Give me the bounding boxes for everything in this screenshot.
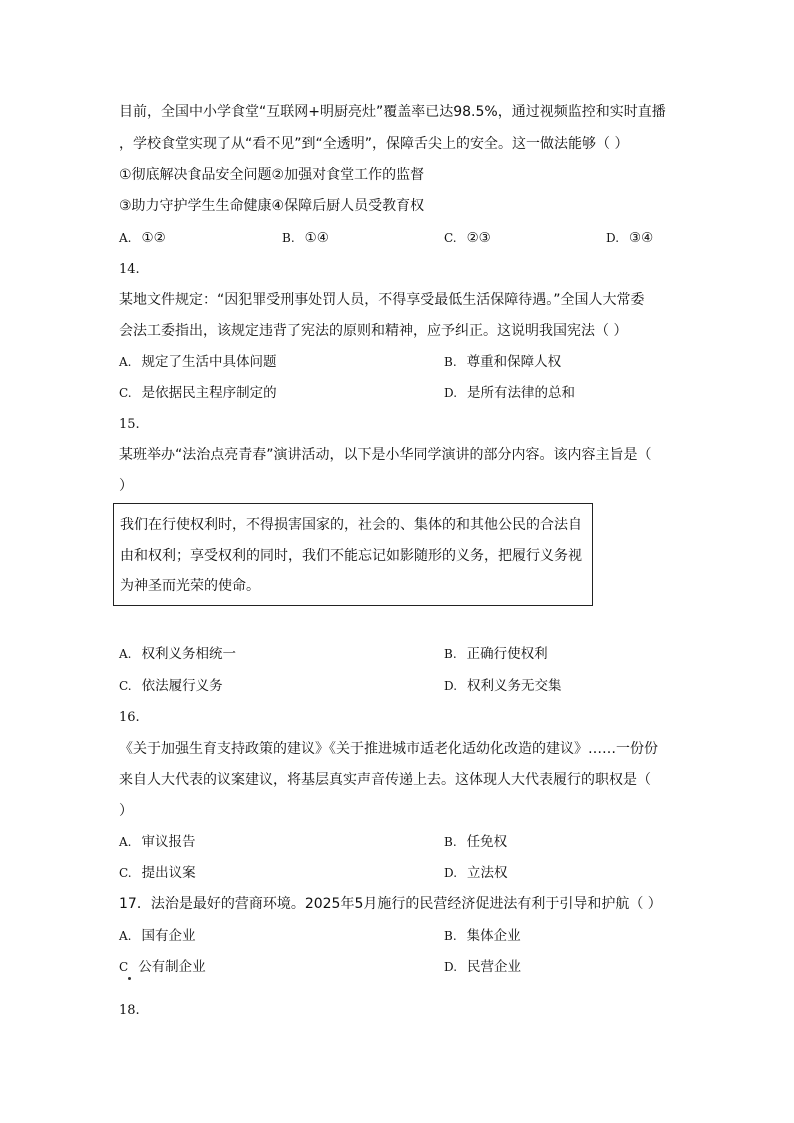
- option-text: ③④: [629, 230, 654, 246]
- option-text: 依法履行义务: [141, 678, 223, 694]
- option-text: 是依据民主程序制定的: [141, 385, 277, 401]
- q13-option-a[interactable]: [119, 228, 166, 248]
- option-label: D.: [606, 231, 620, 245]
- option-text: 审议报告: [141, 834, 196, 850]
- q14-option-c[interactable]: [119, 383, 277, 403]
- q17-option-c[interactable]: [119, 957, 206, 977]
- q16-stem-line-2: 来自人大代表的议案建议，将基层真实声音传递上去。这体现人大代表履行的职权是（: [119, 772, 651, 788]
- q14-option-b[interactable]: [444, 352, 561, 372]
- option-text: 提出议案: [141, 865, 196, 881]
- option-text: 是所有法律的总和: [467, 385, 576, 401]
- q15-number: 15.: [119, 417, 140, 432]
- option-label: B.: [444, 929, 457, 943]
- q16-option-b[interactable]: [444, 832, 507, 852]
- option-text: ①④: [304, 230, 329, 246]
- q13-stem-line-1: 目前，全国中小学食堂“互联网+明厨亮灶”覆盖率已达98.5%，通过视频监控和实时直播: [119, 104, 666, 120]
- option-text: 任免权: [466, 834, 508, 850]
- option-label: C: [119, 960, 129, 974]
- option-label: C.: [119, 386, 132, 400]
- q15-stem-line-1: 某班举办“法治点亮青春”演讲活动，以下是小华同学演讲的部分内容。该内容主旨是（: [119, 447, 652, 463]
- option-label: D.: [444, 960, 458, 974]
- q15-option-d[interactable]: [444, 676, 562, 696]
- option-label: A.: [119, 231, 132, 245]
- q14-option-a[interactable]: [119, 352, 276, 372]
- q15-quote-box: [113, 503, 593, 606]
- option-label: A.: [119, 835, 132, 849]
- q15-option-b[interactable]: [444, 644, 548, 664]
- q18-number: 18.: [119, 1003, 140, 1018]
- option-text: 权利义务无交集: [467, 678, 562, 694]
- q14-option-d[interactable]: [444, 383, 575, 403]
- q13-option-c[interactable]: [444, 228, 491, 248]
- q16-option-d[interactable]: [444, 863, 508, 883]
- q15-option-c[interactable]: [119, 676, 223, 696]
- option-label: B.: [444, 647, 457, 661]
- option-text: 集体企业: [466, 928, 521, 944]
- q17-option-d[interactable]: [444, 957, 521, 977]
- option-label: A.: [119, 355, 132, 369]
- q14-number: 14.: [119, 262, 140, 277]
- option-label: D.: [444, 866, 458, 880]
- option-label: D.: [444, 679, 458, 693]
- q14-stem-line-2: 会法工委指出，该规定违背了宪法的原则和精神，应予纠正。这说明我国宪法（ ）: [119, 323, 628, 339]
- q16-number: 16.: [119, 710, 140, 725]
- q16-option-a[interactable]: [119, 832, 195, 852]
- quote-line-1: 我们在行使权利时，不得损害国家的，社会的、集体的和其他公民的合法自: [120, 517, 582, 533]
- option-label: C.: [444, 231, 457, 245]
- option-text: 权利义务相统一: [141, 646, 236, 662]
- q15-stem-line-2: ）: [119, 478, 133, 494]
- q15-option-a[interactable]: [119, 644, 236, 664]
- option-label: B.: [444, 835, 457, 849]
- quote-line-2: 由和权利；享受权利的同时，我们不能忘记如影随形的义务，把履行义务视: [120, 548, 582, 564]
- option-label: A.: [119, 647, 132, 661]
- option-text: ②③: [466, 230, 491, 246]
- option-text: ①②: [141, 230, 166, 246]
- q17-option-b[interactable]: [444, 926, 521, 946]
- quote-line-3: 为神圣而光荣的使命。: [120, 578, 260, 594]
- option-text: 国有企业: [141, 928, 196, 944]
- q16-option-c[interactable]: [119, 863, 196, 883]
- option-text: 规定了生活中具体问题: [141, 354, 277, 370]
- option-text: 民营企业: [467, 959, 522, 975]
- q13-stem-line-2: ，学校食堂实现了从“看不见”到“全透明”，保障舌尖上的安全。这一做法能够（ ）: [119, 136, 629, 152]
- q13-option-d[interactable]: [606, 228, 653, 248]
- stray-dot-mark: [128, 977, 131, 980]
- option-text: 正确行使权利: [466, 646, 548, 662]
- option-text: 公有制企业: [138, 959, 206, 975]
- option-label: A.: [119, 929, 132, 943]
- q17-option-a[interactable]: [119, 926, 195, 946]
- q16-stem-line-3: ）: [119, 803, 133, 819]
- q16-stem-line-1: 《关于加强生育支持政策的建议》《关于推进城市适老化适幼化改造的建议》……一份份: [119, 741, 658, 757]
- option-text: 尊重和保障人权: [466, 354, 562, 370]
- q13-statements-line-1: ①彻底解决食品安全问题②加强对食堂工作的监督: [119, 167, 425, 183]
- q13-statements-line-2: ③助力守护学生生命健康④保障后厨人员受教育权: [119, 198, 425, 214]
- q14-stem-line-1: 某地文件规定：“因犯罪受刑事处罚人员，不得享受最低生活保障待遇。”全国人大常委: [119, 292, 645, 308]
- option-label: D.: [444, 386, 458, 400]
- option-label: C.: [119, 679, 132, 693]
- q13-option-b[interactable]: [282, 228, 329, 248]
- option-label: B.: [282, 231, 295, 245]
- option-label: B.: [444, 355, 457, 369]
- option-text: 立法权: [467, 865, 508, 881]
- option-label: C.: [119, 866, 132, 880]
- q17-stem: 17．法治是最好的营商环境。2025年5月施行的民营经济促进法有利于引导和护航（ ）: [119, 896, 662, 912]
